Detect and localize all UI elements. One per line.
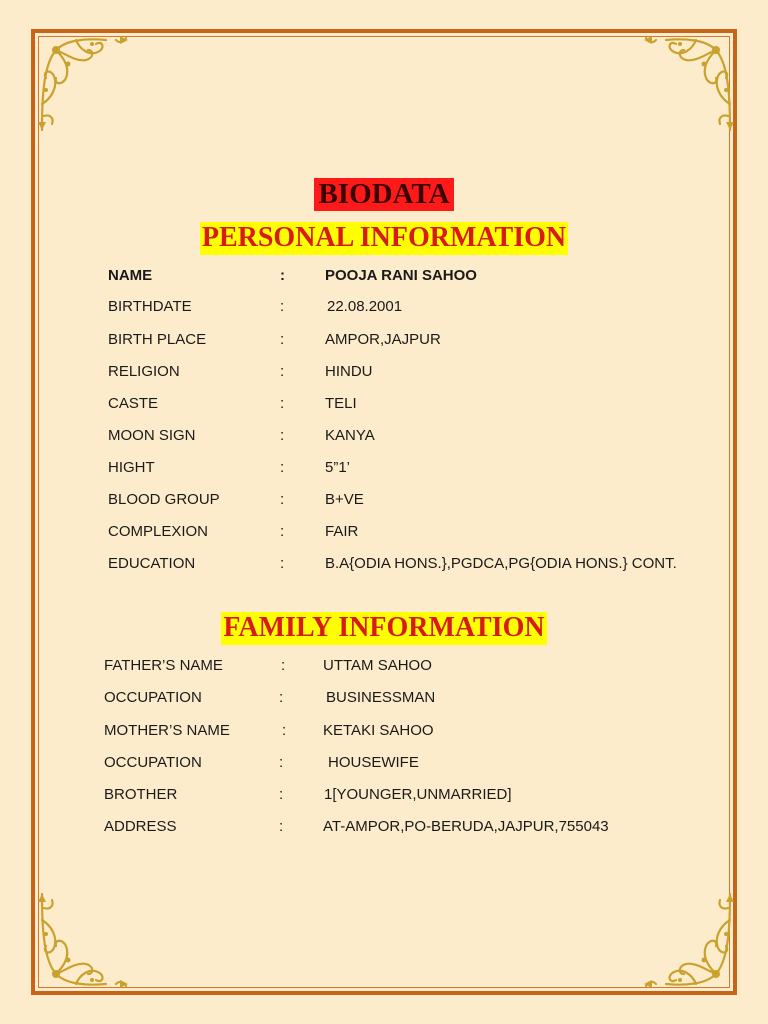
personal-row-name xyxy=(108,266,708,286)
personal-row-religion xyxy=(108,362,708,382)
row-separator: : xyxy=(280,555,285,572)
row-label: MOTHER’S NAME xyxy=(104,722,230,739)
row-value: BUSINESSMAN xyxy=(326,689,436,706)
biodata-title xyxy=(0,178,768,211)
row-value: 22.08.2001 xyxy=(327,298,403,315)
row-value: AT-AMPOR,PO-BERUDA,JAJPUR,755043 xyxy=(323,818,609,835)
row-separator: : xyxy=(279,818,284,835)
row-label: CASTE xyxy=(108,395,159,412)
row-label: EDUCATION xyxy=(108,555,196,572)
family-row-father-name xyxy=(104,656,704,676)
row-separator: : xyxy=(282,722,287,739)
row-value: AMPOR,JAJPUR xyxy=(325,331,441,348)
personal-info-heading xyxy=(0,222,768,255)
row-separator: : xyxy=(280,491,285,508)
personal-row-caste xyxy=(108,394,708,414)
row-separator: : xyxy=(280,331,285,348)
row-value: KANYA xyxy=(325,427,375,444)
row-value: 1[YOUNGER,UNMARRIED] xyxy=(324,786,512,803)
family-info-heading xyxy=(0,612,768,645)
corner-ornament-icon xyxy=(636,34,736,134)
personal-row-complexion xyxy=(108,522,708,542)
row-label: FATHER’S NAME xyxy=(104,657,223,674)
family-row-mother-name xyxy=(104,721,704,741)
row-value: FAIR xyxy=(325,523,359,540)
row-separator: : xyxy=(280,395,285,412)
family-row-mother-occupation xyxy=(104,753,704,773)
corner-ornament-icon xyxy=(36,890,136,990)
corner-ornament-icon xyxy=(36,34,136,134)
personal-row-moon-sign xyxy=(108,426,708,446)
family-info-heading-text: FAMILY INFORMATION xyxy=(223,612,545,643)
corner-ornament-icon xyxy=(636,890,736,990)
row-separator: : xyxy=(279,754,284,771)
row-separator: : xyxy=(280,523,285,540)
row-separator: : xyxy=(280,427,285,444)
row-separator: : xyxy=(279,786,284,803)
row-value: B.A{ODIA HONS.},PGDCA,PG{ODIA HONS.} CONT. xyxy=(325,555,677,572)
family-row-address xyxy=(104,817,704,837)
row-label: COMPLEXION xyxy=(108,523,209,540)
row-value: UTTAM SAHOO xyxy=(323,657,432,674)
row-value: HINDU xyxy=(325,363,373,380)
row-separator: : xyxy=(279,689,284,706)
row-value: B+VE xyxy=(325,491,364,508)
row-label: NAME xyxy=(108,267,153,284)
family-row-brother xyxy=(104,785,704,805)
row-label: BIRTH PLACE xyxy=(108,331,207,348)
row-value: KETAKI SAHOO xyxy=(323,722,434,739)
row-label: ADDRESS xyxy=(104,818,177,835)
personal-row-education xyxy=(108,554,708,574)
personal-row-height xyxy=(108,458,708,478)
personal-info-heading-text: PERSONAL INFORMATION xyxy=(201,222,567,253)
row-value: POOJA RANI SAHOO xyxy=(325,267,477,284)
row-value: HOUSEWIFE xyxy=(328,754,419,771)
row-separator: : xyxy=(280,298,285,315)
row-label: OCCUPATION xyxy=(104,754,202,771)
personal-row-birthdate xyxy=(108,297,708,317)
row-label: MOON SIGN xyxy=(108,427,196,444)
row-label: BIRTHDATE xyxy=(108,298,192,315)
row-label: BROTHER xyxy=(104,786,178,803)
row-value: TELI xyxy=(325,395,357,412)
row-separator: : xyxy=(280,363,285,380)
row-separator: : xyxy=(280,267,285,284)
personal-row-birth-place xyxy=(108,330,708,350)
row-label: OCCUPATION xyxy=(104,689,202,706)
row-separator: : xyxy=(280,459,285,476)
row-label: BLOOD GROUP xyxy=(108,491,220,508)
row-label: RELIGION xyxy=(108,363,180,380)
personal-row-blood-group xyxy=(108,490,708,510)
row-value: 5”1’ xyxy=(325,459,351,476)
family-row-father-occupation xyxy=(104,688,704,708)
row-separator: : xyxy=(281,657,286,674)
biodata-title-text: BIODATA xyxy=(314,178,453,211)
row-label: HIGHT xyxy=(108,459,155,476)
